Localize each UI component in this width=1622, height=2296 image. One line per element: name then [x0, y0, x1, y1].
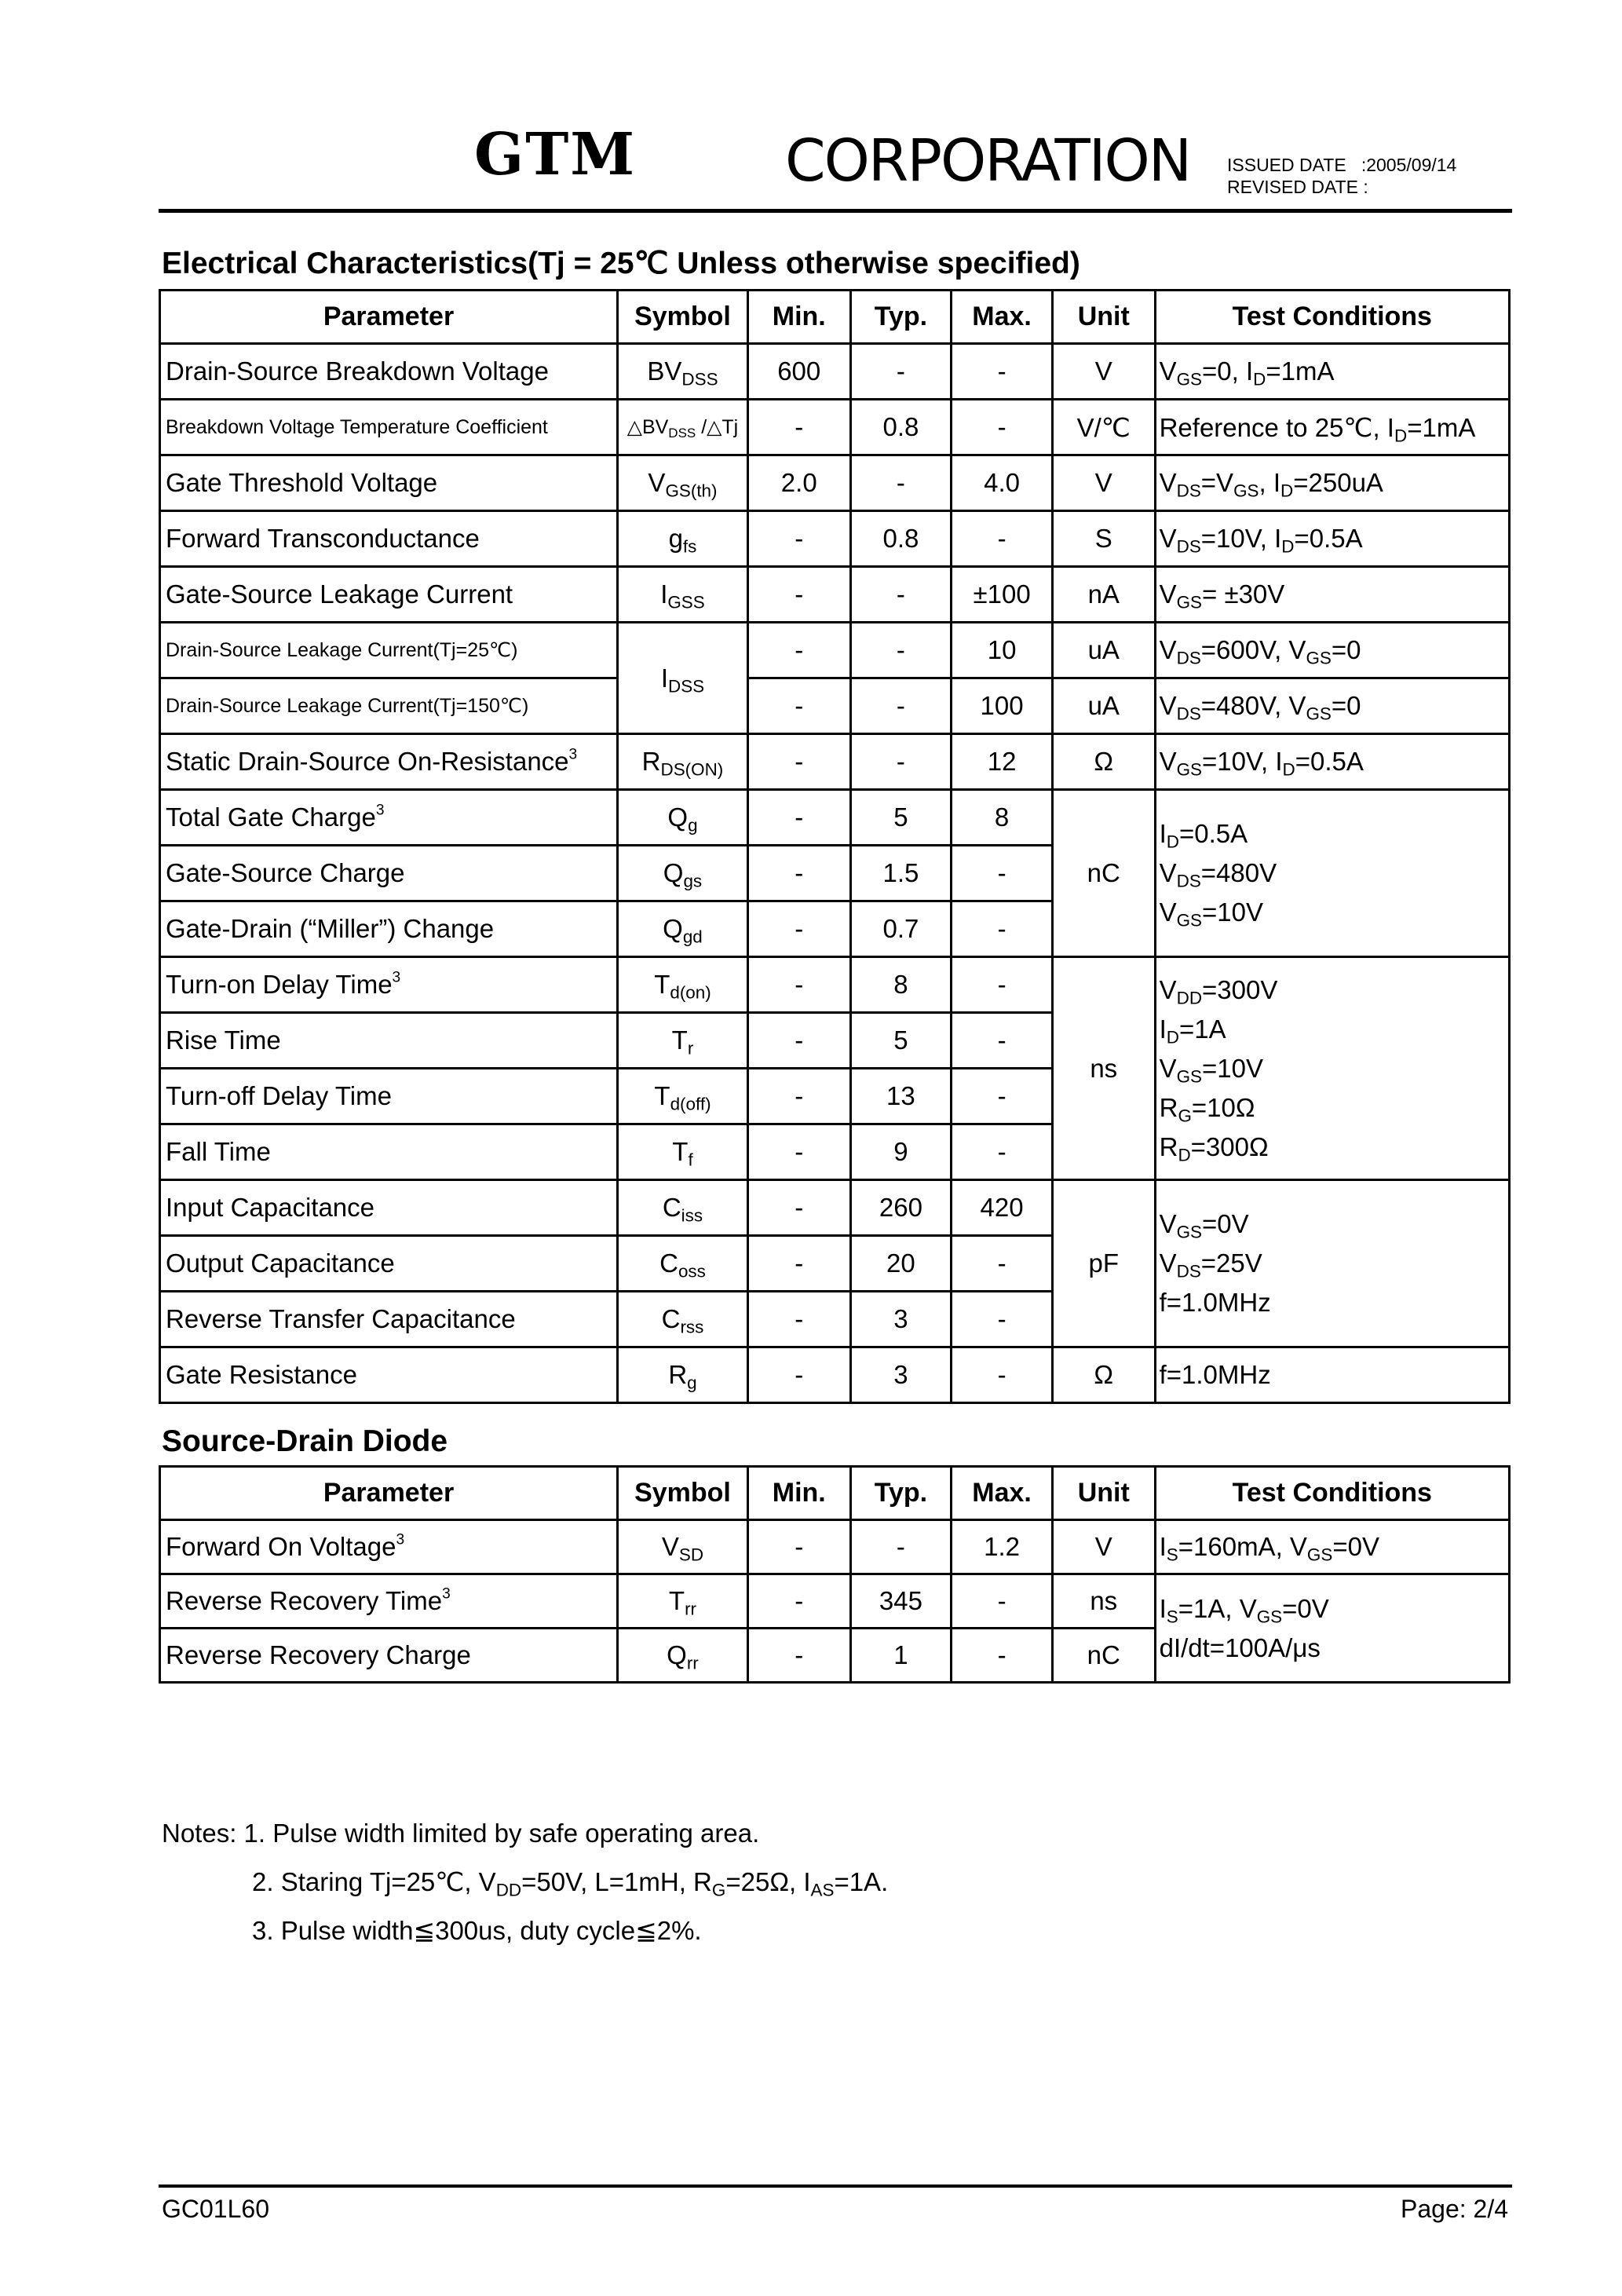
max-value-cell: -	[952, 1069, 1053, 1124]
column-header: Min.	[747, 1467, 850, 1520]
unit-cell: nC	[1052, 1629, 1155, 1683]
test-conditions-cell: $V_{GS}=0$, $I_D=1mA$	[1155, 344, 1509, 400]
min-value-cell: -	[747, 1520, 850, 1574]
max-value-cell: -	[952, 1292, 1053, 1347]
typ-value-cell: 345	[850, 1574, 952, 1629]
source-drain-diode-title: Source-Drain Diode	[162, 1424, 448, 1458]
max-value-cell: -	[952, 511, 1053, 567]
typ-value-cell: 5	[850, 1013, 952, 1069]
test-conditions-cell: $V_{DS}=600V$, $V_{GS}=0$	[1155, 623, 1509, 678]
note-2: 2. Staring Tj=25℃, $V_{DD}=50V$, L=1mH, $R_G=25\Omega$, $I_{AS}=1A$.	[252, 1867, 889, 1900]
max-value-cell: -	[952, 1124, 1053, 1180]
unit-cell: nC	[1052, 790, 1155, 957]
column-header: Parameter	[160, 291, 618, 344]
test-conditions-cell: Reference to 25℃, $I_D=1mA$	[1155, 400, 1509, 455]
symbol-cell: $Q_g$	[618, 790, 748, 846]
min-value-cell: -	[747, 511, 850, 567]
test-conditions-cell: f=1.0MHz	[1155, 1347, 1509, 1403]
symbol-cell: $R_{DS(ON)}$	[618, 734, 748, 790]
unit-cell: Ω	[1052, 734, 1155, 790]
parameter-cell: Total Gate Charge$^3$	[160, 790, 618, 846]
table-row	[160, 344, 1510, 400]
min-value-cell: -	[747, 678, 850, 734]
symbol-cell: $C_{rss}$	[618, 1292, 748, 1347]
column-header: Symbol	[618, 1467, 748, 1520]
parameter-cell: Fall Time	[160, 1124, 618, 1180]
test-conditions-cell: $V_{DD}=300V$ $I_D=1A$ $V_{GS}=10V$ $R_G=10\Omega$ $R_D=300\Omega$	[1155, 957, 1509, 1180]
typ-value-cell: -	[850, 567, 952, 623]
max-value-cell: 420	[952, 1180, 1053, 1236]
document-code: GC01L60	[162, 2195, 269, 2223]
min-value-cell: -	[747, 734, 850, 790]
symbol-cell: $g_{fs}$	[618, 511, 748, 567]
typ-value-cell: 13	[850, 1069, 952, 1124]
parameter-cell: Forward On Voltage$^3$	[160, 1520, 618, 1574]
max-value-cell: -	[952, 1347, 1053, 1403]
test-conditions-cell: $V_{GS}=10V$, $I_D=0.5A$	[1155, 734, 1509, 790]
max-value-cell: 12	[952, 734, 1053, 790]
symbol-cell: $I_{DSS}$	[618, 623, 748, 734]
parameter-cell: Drain-Source Leakage Current(Tj=25℃)	[160, 623, 618, 678]
table-row	[160, 790, 1510, 846]
electrical-characteristics-table	[159, 289, 1511, 1404]
test-conditions-cell: $I_D=0.5A$ $V_{DS}=480V$ $V_{GS}=10V$	[1155, 790, 1509, 957]
unit-cell: nA	[1052, 567, 1155, 623]
column-header: Typ.	[850, 1467, 952, 1520]
parameter-cell: Forward Transconductance	[160, 511, 618, 567]
parameter-cell: Input Capacitance	[160, 1180, 618, 1236]
symbol-cell: $T_{rr}$	[618, 1574, 748, 1629]
max-value-cell: 4.0	[952, 455, 1053, 511]
unit-cell: uA	[1052, 678, 1155, 734]
symbol-cell: $T_r$	[618, 1013, 748, 1069]
table-header-row	[160, 1467, 1510, 1520]
unit-cell: pF	[1052, 1180, 1155, 1347]
max-value-cell: -	[952, 1013, 1053, 1069]
max-value-cell: -	[952, 846, 1053, 901]
max-value-cell: ±100	[952, 567, 1053, 623]
test-conditions-cell: $V_{GS}= \pm 30V$	[1155, 567, 1509, 623]
parameter-cell: Gate-Drain (“Miller”) Change	[160, 901, 618, 957]
column-header: Unit	[1052, 1467, 1155, 1520]
unit-cell: S	[1052, 511, 1155, 567]
revised-date: REVISED DATE :	[1227, 177, 1368, 197]
table-row	[160, 678, 1510, 734]
typ-value-cell: 0.7	[850, 901, 952, 957]
table-row	[160, 1520, 1510, 1574]
max-value-cell: -	[952, 901, 1053, 957]
column-header: Max.	[952, 1467, 1053, 1520]
max-value-cell: -	[952, 957, 1053, 1013]
max-value-cell: -	[952, 1236, 1053, 1292]
min-value-cell: -	[747, 1292, 850, 1347]
typ-value-cell: -	[850, 734, 952, 790]
min-value-cell: 600	[747, 344, 850, 400]
min-value-cell: -	[747, 1069, 850, 1124]
parameter-cell: Rise Time	[160, 1013, 618, 1069]
table-row	[160, 455, 1510, 511]
parameter-cell: Drain-Source Breakdown Voltage	[160, 344, 618, 400]
header-rule	[159, 209, 1512, 213]
max-value-cell: 10	[952, 623, 1053, 678]
column-header: Parameter	[160, 1467, 618, 1520]
parameter-cell: Static Drain-Source On-Resistance$^3$	[160, 734, 618, 790]
typ-value-cell: 9	[850, 1124, 952, 1180]
min-value-cell: -	[747, 1180, 850, 1236]
symbol-cell: $T_{d(on)}$	[618, 957, 748, 1013]
parameter-cell: Gate Threshold Voltage	[160, 455, 618, 511]
test-conditions-cell: $I_S=160mA$, $V_{GS}=0V$	[1155, 1520, 1509, 1574]
min-value-cell: -	[747, 957, 850, 1013]
typ-value-cell: 1	[850, 1629, 952, 1683]
typ-value-cell: -	[850, 344, 952, 400]
typ-value-cell: -	[850, 678, 952, 734]
symbol-cell: $C_{oss}$	[618, 1236, 748, 1292]
company-logo: GTM	[474, 121, 637, 188]
note-1: Notes: 1. Pulse width limited by safe operating area.	[162, 1819, 760, 1848]
max-value-cell: 100	[952, 678, 1053, 734]
symbol-cell: $Q_{rr}$	[618, 1629, 748, 1683]
typ-value-cell: 0.8	[850, 400, 952, 455]
issue-info	[1227, 154, 1456, 198]
table-row	[160, 400, 1510, 455]
parameter-cell: Drain-Source Leakage Current(Tj=150℃)	[160, 678, 618, 734]
unit-cell: V	[1052, 455, 1155, 511]
min-value-cell: -	[747, 1629, 850, 1683]
parameter-cell: Reverse Recovery Time$^3$	[160, 1574, 618, 1629]
unit-cell: uA	[1052, 623, 1155, 678]
page-number: Page: 2/4	[1401, 2195, 1508, 2223]
max-value-cell: -	[952, 400, 1053, 455]
electrical-characteristics-title: Electrical Characteristics(Tj = 25℃ Unless otherwise specified)	[162, 247, 1080, 280]
typ-value-cell: 0.8	[850, 511, 952, 567]
parameter-cell: Reverse Transfer Capacitance	[160, 1292, 618, 1347]
min-value-cell: -	[747, 1236, 850, 1292]
column-header: Max.	[952, 291, 1053, 344]
max-value-cell: -	[952, 344, 1053, 400]
symbol-cell: $Q_{gs}$	[618, 846, 748, 901]
column-header: Symbol	[618, 291, 748, 344]
min-value-cell: -	[747, 1124, 850, 1180]
parameter-cell: Gate-Source Leakage Current	[160, 567, 618, 623]
symbol-cell: $V_{GS(th)}$	[618, 455, 748, 511]
column-header: Test Conditions	[1155, 291, 1509, 344]
table-row	[160, 1347, 1510, 1403]
symbol-cell: $\triangle BV_{DSS}$ /△Tj	[618, 400, 748, 455]
parameter-cell: Gate-Source Charge	[160, 846, 618, 901]
table-row	[160, 1574, 1510, 1629]
parameter-cell: Turn-on Delay Time$^3$	[160, 957, 618, 1013]
max-value-cell: 1.2	[952, 1520, 1053, 1574]
symbol-cell: $V_{SD}$	[618, 1520, 748, 1574]
test-conditions-cell: $V_{DS}=480V$, $V_{GS}=0$	[1155, 678, 1509, 734]
table-header-row	[160, 291, 1510, 344]
max-value-cell: 8	[952, 790, 1053, 846]
column-header: Test Conditions	[1155, 1467, 1509, 1520]
table-row	[160, 957, 1510, 1013]
symbol-cell: $R_g$	[618, 1347, 748, 1403]
test-conditions-cell: $V_{GS}=0V$ $V_{DS}=25V$ f=1.0MHz	[1155, 1180, 1509, 1347]
typ-value-cell: 260	[850, 1180, 952, 1236]
min-value-cell: -	[747, 623, 850, 678]
max-value-cell: -	[952, 1574, 1053, 1629]
max-value-cell: -	[952, 1629, 1053, 1683]
parameter-cell: Reverse Recovery Charge	[160, 1629, 618, 1683]
parameter-cell: Breakdown Voltage Temperature Coefficient	[160, 400, 618, 455]
table-row	[160, 511, 1510, 567]
table-row	[160, 623, 1510, 678]
table-row	[160, 567, 1510, 623]
note-3: 3. Pulse width≦300us, duty cycle≦2%.	[252, 1916, 702, 1945]
footer-rule	[159, 2184, 1512, 2188]
test-conditions-cell: $I_S=1A$, $V_{GS}=0V$ dI/dt=100A/μs	[1155, 1574, 1509, 1683]
symbol-cell: $Q_{gd}$	[618, 901, 748, 957]
typ-value-cell: -	[850, 1520, 952, 1574]
column-header: Typ.	[850, 291, 952, 344]
unit-cell: ns	[1052, 1574, 1155, 1629]
symbol-cell: $BV_{DSS}$	[618, 344, 748, 400]
unit-cell: Ω	[1052, 1347, 1155, 1403]
parameter-cell: Gate Resistance	[160, 1347, 618, 1403]
symbol-cell: $T_{d(off)}$	[618, 1069, 748, 1124]
column-header: Min.	[747, 291, 850, 344]
unit-cell: V	[1052, 344, 1155, 400]
min-value-cell: -	[747, 790, 850, 846]
min-value-cell: -	[747, 846, 850, 901]
issued-date: ISSUED DATE :2005/09/14	[1227, 155, 1457, 175]
table-row	[160, 1180, 1510, 1236]
symbol-cell: $T_f$	[618, 1124, 748, 1180]
company-name: CORPORATION	[785, 127, 1191, 195]
min-value-cell: -	[747, 400, 850, 455]
typ-value-cell: 3	[850, 1347, 952, 1403]
symbol-cell: $I_{GSS}$	[618, 567, 748, 623]
unit-cell: V/℃	[1052, 400, 1155, 455]
parameter-cell: Turn-off Delay Time	[160, 1069, 618, 1124]
typ-value-cell: 8	[850, 957, 952, 1013]
unit-cell: ns	[1052, 957, 1155, 1180]
min-value-cell: -	[747, 901, 850, 957]
source-drain-diode-table	[159, 1465, 1511, 1684]
symbol-cell: $C_{iss}$	[618, 1180, 748, 1236]
column-header: Unit	[1052, 291, 1155, 344]
unit-cell: V	[1052, 1520, 1155, 1574]
typ-value-cell: -	[850, 455, 952, 511]
notes-section	[162, 1809, 888, 1955]
min-value-cell: -	[747, 1013, 850, 1069]
test-conditions-cell: $V_{DS}=V_{GS}$, $I_D=250uA$	[1155, 455, 1509, 511]
min-value-cell: -	[747, 1347, 850, 1403]
typ-value-cell: 5	[850, 790, 952, 846]
min-value-cell: 2.0	[747, 455, 850, 511]
typ-value-cell: -	[850, 623, 952, 678]
min-value-cell: -	[747, 1574, 850, 1629]
typ-value-cell: 1.5	[850, 846, 952, 901]
table-row	[160, 734, 1510, 790]
parameter-cell: Output Capacitance	[160, 1236, 618, 1292]
min-value-cell: -	[747, 567, 850, 623]
typ-value-cell: 20	[850, 1236, 952, 1292]
typ-value-cell: 3	[850, 1292, 952, 1347]
test-conditions-cell: $V_{DS}=10V$, $I_D=0.5A$	[1155, 511, 1509, 567]
